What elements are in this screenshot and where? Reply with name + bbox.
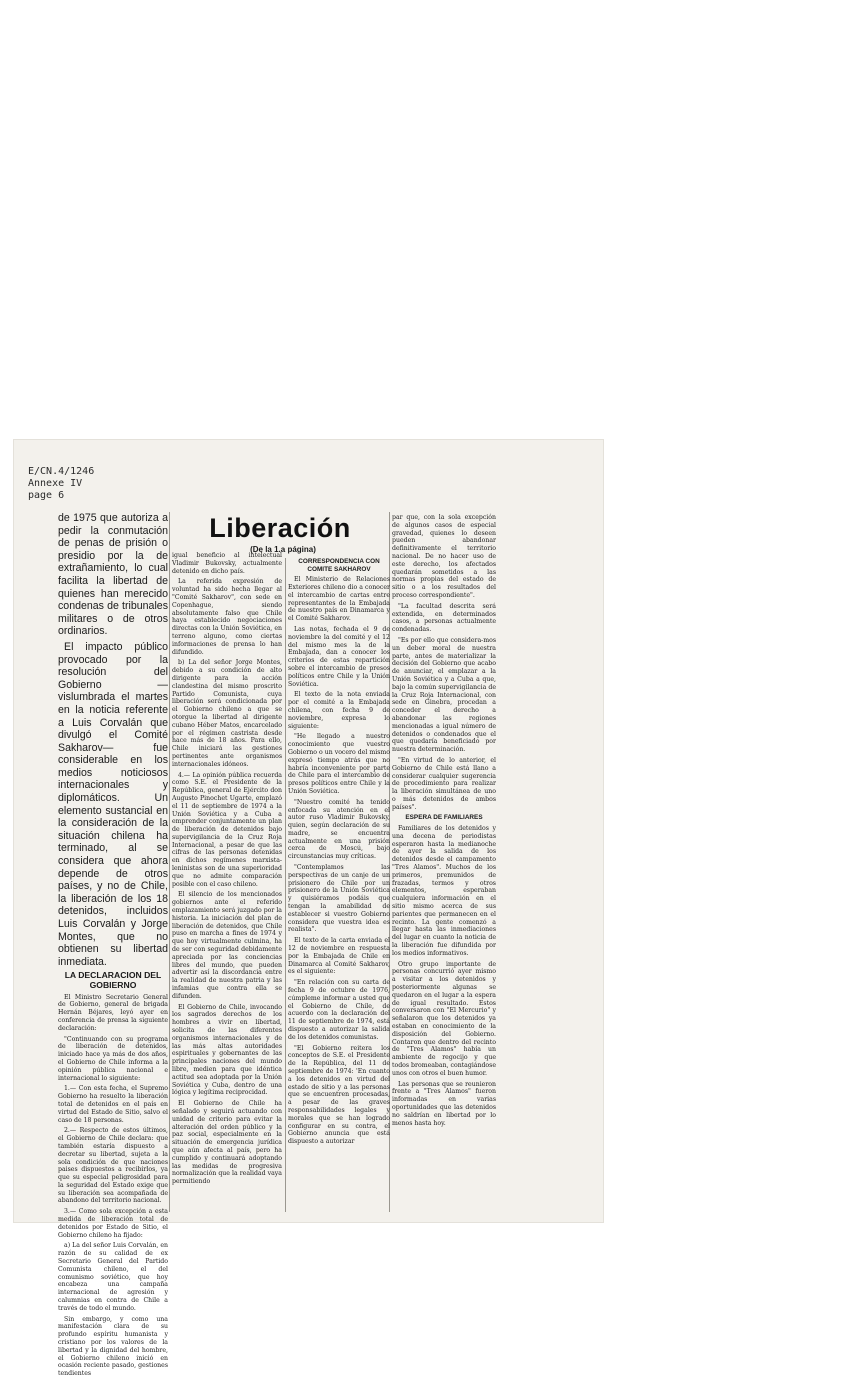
- section-heading: ESPERA DE FAMILIARES: [405, 814, 483, 822]
- paragraph: Sin embargo, y como una manifestación clara de su profundo espíritu humanista y cristiano por los valores de la libertad y la dignidad del hombre, el Gobierno chileno inició en ocasión reciente pasado, gestiones tendientes: [58, 1315, 168, 1378]
- subheadline: (De la 1.a página): [250, 545, 316, 554]
- paragraph: "Continuando con su programa de liberación de detenidos, iniciado hace ya más de dos años, el Gobierno de Chile informa a la opinión pública nacional e internacional lo siguiente:: [58, 1035, 168, 1082]
- paragraph: El texto de la nota enviada por el comité a la Embajada chilena, con fecha 9 de noviembre, expresa lo siguiente:: [288, 691, 390, 730]
- paragraph: 2.— Respecto de estos últimos, el Gobierno de Chile declara: que también estaría dispuesto a decretar su libertad, sujeta a la sola condición de que naciones paises dispuestos a recibirlos, ya que su especial peligrosidad para la seguridad del Estado exige que su liberación sea acompañada de abandono del territorio nacional.: [58, 1127, 168, 1205]
- column-divider: [169, 512, 170, 1212]
- document-reference: [28, 466, 148, 502]
- article-column-4: [392, 514, 496, 1212]
- paragraph: El texto de la carta enviada el 12 de noviembre en respuesta por la Embajada de Chile en Dinamarca al Comité Sakharov, es el siguiente:: [288, 937, 390, 976]
- headline: Liberación: [209, 513, 351, 543]
- article-column-2: [172, 552, 282, 1212]
- article-column-3: [288, 556, 390, 1212]
- paragraph: El silencio de los mencionados gobiernos ante el referido emplazamiento será juzgado por la historia. La iniciación del plan de liberación de detenidos, que Chile puso en marcha a fines de 1974 y que hoy virtualmente culmina, ha de ser con seguridad debidamente apreciada por las conciencias libres del mundo, que pueden advertir así la discordancia entre la realidad de nuestra patria y las infamias que contra ella se difunden.: [172, 891, 282, 1000]
- section-heading: LA DECLARACION DEL GOBIERNO: [64, 970, 162, 990]
- paragraph: El Gobierno de Chile, invocando los sagrados derechos de los hombres a vivir en libertad, solicita de las diferentes organismos internacionales y de las más altas autoridades espirituales y gobernantes de las principales naciones del mundo libre, medien para que idéntica actitud sea adoptada por la Unión Soviética y Cuba, dentro de una lógica y legítima reciprocidad.: [172, 1003, 282, 1097]
- paragraph: "En relación con su carta de fecha 9 de octubre de 1976, cúmpleme informar a usted que el Gobierno de Chile, de acuerdo con la declaración del 11 de septiembre de 1974, está dispuesto a autorizar la salida de los detenidos comunistas.: [288, 979, 390, 1041]
- page-label: page 6: [28, 490, 65, 501]
- paragraph: El Gobierno de Chile ha señalado y seguirá actuando con unidad de criterio para evitar la alteración del orden público y la paz social, especialmente en la situación de emergencia jurídica que aún afecta al país, pero ha cumplido y continuará adoptando las medidas de progresiva normalización que la realidad vaya permitiendo: [172, 1100, 282, 1186]
- paragraph: Las personas que se reunieron frente a "Tres Alamos" fueron informadas en varias oportunidades que las detenidos no saldrían en libertad por lo menos hasta hoy.: [392, 1080, 496, 1127]
- section-heading: CORRESPONDENCIA CON COMITE SAKHAROV: [298, 558, 380, 573]
- paragraph: 4.— La opinión pública recuerda como S.E. el Presidente de la República, general de Ejército don Augusto Pinochet Ugarte, emplazó el 11 de septiembre de 1974 a la Unión Soviética y a Cuba a emprender conjuntamente un plan de liberación de detenidos bajo supervigilancia de la Cruz Roja Internacional, a pesar de que las cifras de las personas detenidas en dichos regímenes marxista-leninistas son de una superioridad que no admite comparación posible con el caso chileno.: [172, 771, 282, 888]
- paragraph: "El Gobierno reitera los conceptos de S.E. el Presidente de la República, del 11 de septiembre de 1974: 'En cuanto a los detenidos en virtud del estado de sitio y a las personas que se encuentren procesadas, a pesar de las graves responsabilidades legales y morales que se han logrado configurar en su contra, el Gobierno anuncia que está dispuesto a autorizar: [288, 1044, 390, 1146]
- paragraph: 1.— Con esta fecha, el Supremo Gobierno ha resuelto la liberación total de detenidos en el país en virtud del Estado de Sitio, salvo el caso de 18 personas.: [58, 1085, 168, 1124]
- paragraph: "Nuestro comité ha tenido enfocada su atención en el autor ruso Vladimir Bukovsky, quien, según declaración de su madre, se encuentra actualmente en una prisión cerca de Moscú, bajo circunstancias muy críticas.: [288, 798, 390, 861]
- paragraph: Las notas, fechada el 9 de noviembre la del comité y el 12 del mismo mes la de la Embajada, dan a conocer los criterios de estas repartición sobre el intercambio de presos políticos entre Chile y la Unión Soviética.: [288, 625, 390, 688]
- paragraph: b) La del señor Jorge Montes, debido a su condición de alto dirigente para la acción clandestina del mismo proscrito Partido Comunista, cuya liberación será condicionada por el Gobierno chileno a que se otorgue la libertad al dirigente cubano Héber Matos, encarcelado por el régimen castrista desde hace más de 18 años. Para ello, Chile iniciará las gestiones pertinentes ante organismos internacionales idóneos.: [172, 659, 282, 768]
- paragraph: La referida expresión de voluntad ha sido hecha llegar al "Comité Sakharov", con sede en Copenhague, siendo absolutamente falso que Chile haya establecido negociaciones directas con la Unión Soviética, en terreno alguno, como ciertas informaciones de prensa lo han difundido.: [172, 578, 282, 656]
- paragraph: "Es por ello que considera-mos un deber moral de nuestra parte, antes de materializar la decisión del Gobierno que acabo de anunciar, el emplazar a la Unión Soviética y a Cuba a que, bajo la común supervigilancia de la Cruz Roja Internacional, con sede en Ginebra, procedan a conceder el derecho a abandonar las regiones mencionadas a igual número de detenidos o condenados que el que quedaría beneficiado por nuestra determinación.: [392, 636, 496, 754]
- annex-label: Annexe IV: [28, 478, 83, 489]
- lead-paragraph: de 1975 que autoriza a pedir la conmutación de penas de prisión o presidio por la de extrañamiento, lo cual facilita la libertad de quienes han merecido condenas de tribunales militares o de otros ordinarios.: [58, 512, 168, 638]
- paragraph: par que, con la sola excepción de algunos casos de especial gravedad, quienes lo deseen pueden abandonar definitivamente el territorio nacional. De no hacer uso de este derecho, los afectados quedarán sometidos a las normas propias del estado de sitio o a los resultados del proceso correspondiente".: [392, 514, 496, 599]
- paragraph: El Ministro Secretario General de Gobierno, general de brigada Hernán Béjares, leyó ayer en conferencia de prensa la siguiente declaración:: [58, 993, 168, 1032]
- paragraph: "La facultad descrita será extendida, en determinados casos, a personas actualmente condenadas.: [392, 602, 496, 634]
- paragraph: "He llegado a nuestro conocimiento que vuestro Gobierno o un vocero del mismo expresó tiempo atrás que no habría inconveniente por parte de Chile para el intercambio de presos políticos entre Chile y la Unión Soviética.: [288, 733, 390, 795]
- paragraph: "En virtud de lo anterior, el Gobierno de Chile está llano a considerar cualquier sugerencia de procedimiento para realizar la liberación simultánea de uno o más detenidos de ambos países".: [392, 756, 496, 811]
- paragraph: 3.— Como sola excepción a esta medida de liberación total de detenidos por Estado de Sitio, el Gobierno chileno ha fijado:: [58, 1208, 168, 1239]
- paragraph: igual beneficio al intelectual Vladimir Bukovsky, actualmente detenido en dicho país.: [172, 552, 282, 575]
- document-symbol: E/CN.4/1246: [28, 466, 95, 477]
- paragraph: Familiares de los detenidos y una decena de periodistas esperaron hasta la medianoche de ayer la salida de los detenidos desde el campamento "Tres Alamos". Muchos de los primeros, premunidos de frazadas, termos y otros elementos, esperaban cualquiera información en el sitio mismo acerca de sus parientes que permanecen en el recinto. La gente comenzó a llegar hasta las inmediaciones del lugar en cuanto la noticia de la liberación fue difundida por los medios informativos.: [392, 825, 496, 957]
- paragraph: a) La del señor Luis Corvalán, en razón de su calidad de ex Secretario General del Partido Comunista chileno, el del comunismo soviético, que hoy encabeza una campaña internacional de agresión y calumnias en contra de Chile a través de todo el mundo.: [58, 1242, 168, 1312]
- column-divider: [285, 558, 286, 1212]
- article-column-1: [58, 512, 168, 1378]
- paragraph: El Ministerio de Relaciones Exteriores chileno dio a conocer el intercambio de cartas entre representantes de la Embajada de nuestro país en Dinamarca y el Comité Sakharov.: [288, 576, 390, 623]
- paragraph: "Contemplamos las perspectivas de un canje de un prisionero de Chile por un prisionero de la Unión Soviética y quisiéramos podáis que tengan la amabilidad de establecer si vuestro Gobierno considera que vuestra idea es realista".: [288, 864, 390, 934]
- paragraph: El impacto público provocado por la resolución del Gobierno —vislumbrada el martes en la noticia referente a Luis Corvalán que divulgó el Comité Sakharov— fue considerable en los medios noticiosos internacionales y diplomáticos. Un elemento sustancial en la consideración de la situación chilena ha terminado, al se considera que ahora depende de otros países, y no de Chile, la liberación de los 18 detenidos, incluidos Luis Corvalán y Jorge Montes, que no obtienen su libertad inmediata.: [58, 640, 168, 968]
- paragraph: Otro grupo importante de personas concurrió ayer mismo a visitar a los detenidos y posteriormente algunas se quedaron en el lugar a la espera de igual resultado. Estos conversaron con "El Mercurio" y señalaron que los detenidos ya estaban en conocimiento de la disposición del Gobierno. Contaron que dentro del recinto de "Tres Alamos" había un ambiente de regocijo y que todos bromeaban, contagiándose unos con otros el buen humor.: [392, 960, 496, 1077]
